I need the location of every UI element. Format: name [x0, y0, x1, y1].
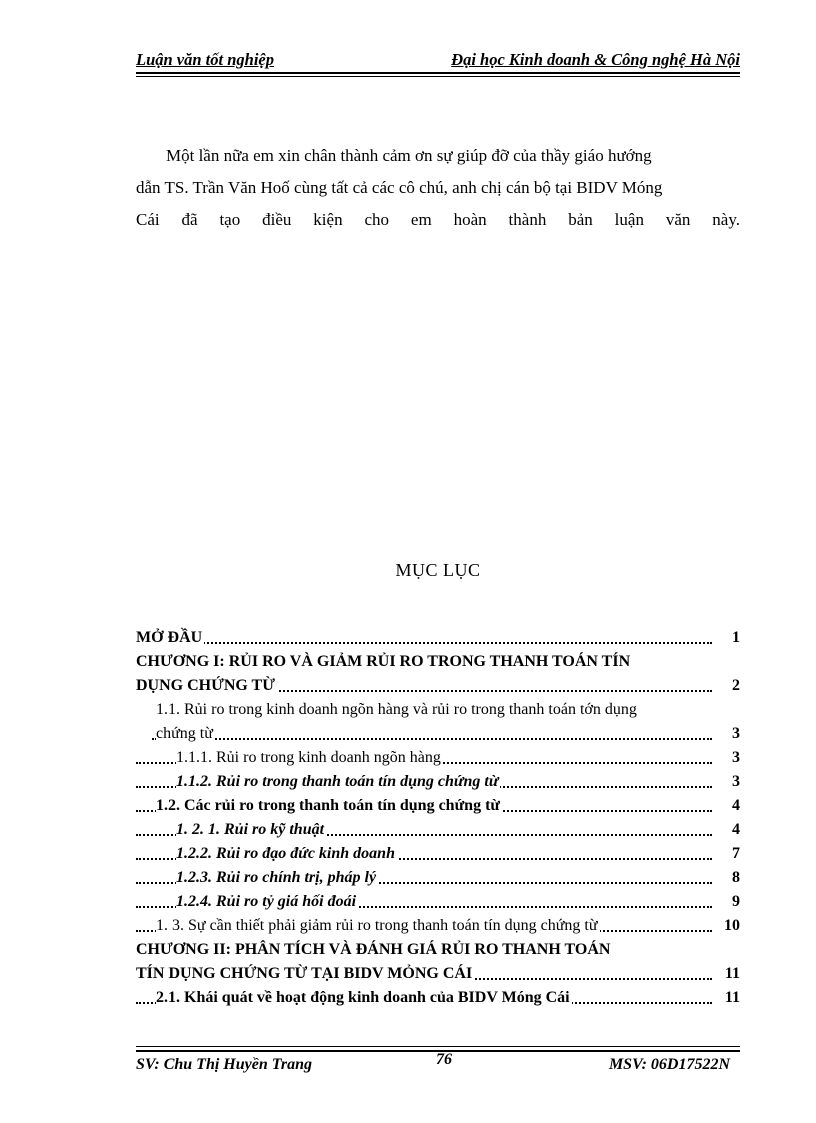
toc-entry-page: 4 — [714, 794, 740, 818]
toc-entry-page: 11 — [714, 962, 740, 986]
toc-entry-1-3[interactable] — [136, 914, 740, 938]
toc-entry-page: 3 — [714, 746, 740, 770]
toc-entry-page: 2 — [714, 674, 740, 698]
toc-entry-text: 1. 2. 1. Rủi ro kỹ thuật — [176, 821, 325, 838]
toc-entry-1-2-1[interactable] — [136, 818, 740, 842]
toc-entry-text: CHƯƠNG I: RỦI RO VÀ GIẢM RỦI RO TRONG THANH TOÁN TÍN — [136, 653, 631, 670]
acknowledgement-line-3: Cái đã tạo điều kiện cho em hoàn thành bản luận văn này. — [136, 210, 740, 229]
toc-entry-1-2[interactable] — [136, 794, 740, 818]
toc-entry-chapter-2[interactable] — [136, 938, 740, 962]
header-thesis-label: Luận văn tốt nghiệp — [136, 50, 274, 69]
toc-entry-1-1-2[interactable] — [136, 770, 740, 794]
toc-entry-page: 3 — [714, 770, 740, 794]
acknowledgement-line-1: Một lần nữa em xin chân thành cảm ơn sự giúp đỡ của thầy giáo hướng — [166, 146, 652, 165]
toc-title: MỤC LỤC — [395, 560, 481, 580]
toc-entry-text: 1.2.3. Rủi ro chính trị, pháp lý — [176, 869, 377, 886]
toc-entry-page: 10 — [714, 914, 740, 938]
toc-entry-text: CHƯƠNG II: PHÂN TÍCH VÀ ĐÁNH GIÁ RỦI RO THANH TOÁN — [136, 941, 611, 958]
toc-entry-text: 1.1. Rủi ro trong kinh doanh ngõn hàng và rủi ro trong thanh toán tớn dụng — [156, 701, 637, 718]
toc-entry-2-1[interactable] — [136, 986, 740, 1010]
toc-entry-1-2-2[interactable] — [136, 842, 740, 866]
footer-student-name: SV: Chu Thị Huyền Trang — [136, 1056, 313, 1073]
toc-entry-text: 1.2.4. Rủi ro tỷ giá hối đoái — [176, 893, 357, 910]
toc-entry-text: TÍN DỤNG CHỨNG TỪ TẠI BIDV MỎNG CÁI — [136, 965, 473, 982]
toc-entry-mo-dau[interactable] — [136, 626, 740, 650]
toc-entry-1-1-1[interactable] — [136, 746, 740, 770]
toc-entry-page: 1 — [714, 626, 740, 650]
page-footer — [136, 1046, 740, 1077]
table-of-contents — [136, 626, 740, 1010]
toc-entry-chapter-1[interactable] — [136, 650, 740, 674]
toc-entry-text: 1. 3. Sự cần thiết phải giảm rủi ro trong thanh toán tín dụng chứng từ — [156, 917, 598, 934]
toc-entry-page: 11 — [714, 986, 740, 1010]
footer-student-id: MSV: 06D17522N — [608, 1056, 730, 1073]
toc-entry-text: MỞ ĐẦU — [136, 629, 203, 646]
page-header — [136, 48, 740, 74]
footer-page-number: 76 — [436, 1051, 452, 1068]
toc-entry-1-2-4[interactable] — [136, 890, 740, 914]
toc-entry-text: 1.1.2. Rủi ro trong thanh toán tín dụng chứng từ — [176, 773, 499, 790]
header-university-label: Đại học Kinh doanh & Công nghệ Hà Nội — [451, 50, 740, 69]
toc-entry-page: 4 — [714, 818, 740, 842]
toc-entry-chapter-1-cont[interactable] — [136, 674, 740, 698]
toc-entry-text: 1.1.1. Rủi ro trong kinh doanh ngõn hàng — [176, 749, 441, 766]
acknowledgement-line-2: dẫn TS. Trần Văn Hoố cùng tất cả các cô chú, anh chị cán bộ tại BIDV Móng — [136, 178, 663, 197]
toc-entry-1-1-cont[interactable] — [136, 722, 740, 746]
toc-entry-1-1[interactable] — [136, 698, 740, 722]
toc-entry-text: DỤNG CHỨNG TỪ — [136, 677, 275, 694]
toc-entry-text: 2.1. Khái quát về hoạt động kinh doanh của BIDV Móng Cái — [156, 989, 570, 1006]
toc-entry-chapter-2-cont[interactable] — [136, 962, 740, 986]
toc-entry-text: 1.2. Các rủi ro trong thanh toán tín dụng chứng từ — [156, 797, 500, 814]
toc-entry-page: 7 — [714, 842, 740, 866]
toc-entry-1-2-3[interactable] — [136, 866, 740, 890]
toc-entry-page: 9 — [714, 890, 740, 914]
toc-entry-text: 1.2.2. Rủi ro đạo đức kinh doanh — [176, 845, 395, 862]
toc-entry-page: 8 — [714, 866, 740, 890]
acknowledgement-paragraph — [136, 140, 740, 236]
toc-entry-text: chứng từ — [156, 725, 213, 742]
toc-entry-page: 3 — [714, 722, 740, 746]
